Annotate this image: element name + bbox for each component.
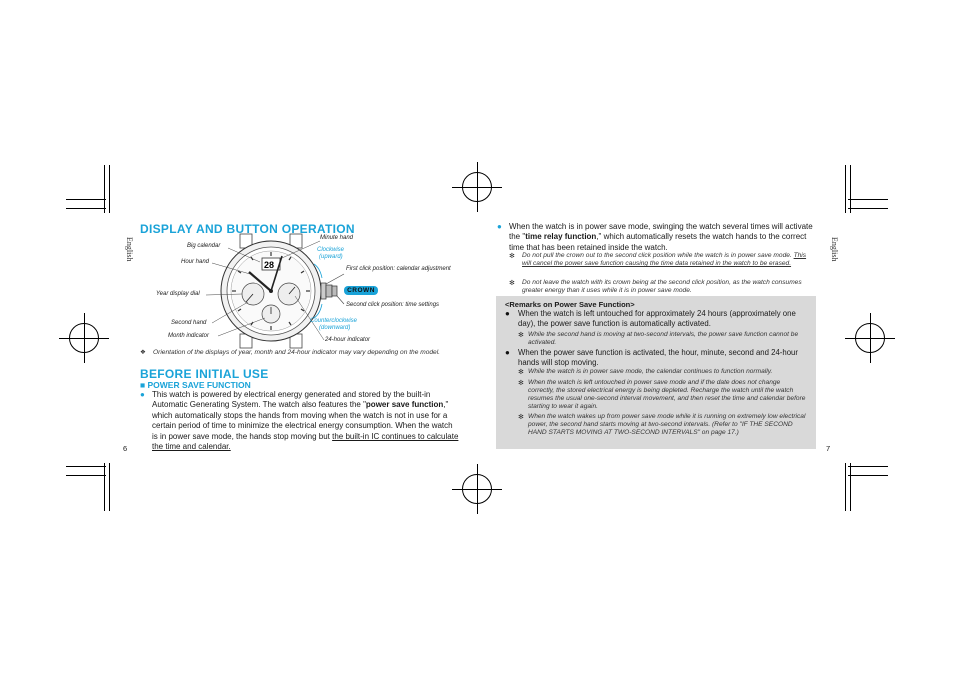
label-hour-hand: Hour hand bbox=[181, 259, 210, 265]
remarks-asterisk-2: ✻ bbox=[518, 369, 524, 376]
orientation-note bbox=[140, 349, 460, 357]
remarks-bullet-2: ● bbox=[505, 348, 510, 357]
crown-warning-text: Do not pull the crown out to the second click position while the watch is in power save mode. bbox=[522, 252, 794, 259]
note-text: Orientation of the displays of year, month and 24-hour indicator may vary depending on the model. bbox=[153, 349, 440, 356]
label-clockwise-text: Clockwise bbox=[317, 247, 345, 253]
label-month-indicator: Month indicator bbox=[168, 333, 210, 339]
para-bold-power-save: power save function bbox=[365, 400, 444, 410]
remark-2: When the power save function is activated, the hour, minute, second and 24-hour hands will stop moving. bbox=[518, 348, 798, 368]
label-first-click: First click position: calendar adjustment bbox=[346, 266, 451, 272]
time-relay-paragraph bbox=[509, 222, 816, 253]
crown-warning-underline: This will cancel the power save function causing the time data retained in the watch to be erased. bbox=[522, 252, 807, 267]
crown-badge bbox=[344, 286, 378, 295]
section-heading-display: DISPLAY AND BUTTON OPERATION bbox=[140, 222, 355, 236]
remark-1-note: While the second hand is moving at two-second intervals, the power save function cannot be activated. bbox=[528, 331, 799, 346]
remarks-asterisk-1: ✻ bbox=[518, 332, 524, 339]
page-number-right: 7 bbox=[826, 444, 831, 453]
label-minute-hand: Minute hand bbox=[320, 235, 354, 241]
relay-text-1: When the watch is in power save mode, swinging the watch several times will activate the " bbox=[509, 222, 813, 242]
label-second-hand: Second hand bbox=[171, 320, 207, 326]
remark-2-note-1: While the watch is in power save mode, the calendar continues to function normally. bbox=[528, 368, 773, 375]
watch-diagram bbox=[150, 232, 470, 350]
label-upward-text: (upward) bbox=[319, 254, 343, 260]
side-label-left: English bbox=[125, 237, 134, 262]
remarks-asterisk-3: ✻ bbox=[518, 380, 524, 387]
crown-warning-note bbox=[522, 252, 816, 268]
svg-text:28: 28 bbox=[264, 260, 275, 270]
sub-heading-power-save: ■ POWER SAVE FUNCTION bbox=[140, 380, 251, 390]
side-label-right: English bbox=[830, 237, 839, 262]
remark-2-note-2: When the watch is left untouched in power save mode and if the date does not change correctly, the stored electrical energy is being depleted. Recharge the watch until the watch resumes the usual one-second interval movement, and then reset the time and calendar before starting to wear it again. bbox=[528, 379, 806, 410]
label-counterclockwise bbox=[310, 318, 357, 332]
remarks-title: <Remarks on Power Save Function> bbox=[505, 300, 635, 309]
crown-energy-note: Do not leave the watch with its crown being at the second click position, as the watch consumes greater energy than it uses while it is in power save mode. bbox=[522, 279, 802, 294]
power-save-paragraph bbox=[152, 390, 459, 452]
para-text-1: This watch is powered by electrical energy generated and stored by the built-in Automatic Generating System. The watch also features the " bbox=[152, 390, 431, 410]
remark-2-note-3: When the watch wakes up from power save mode while it is running on extremely low electrical power, the second hand starts moving at two-second intervals. (Refer to "IF THE SECOND HAND STARTS MOVING AT TWO-SECOND INTERVALS" on page 17.) bbox=[528, 413, 806, 436]
bullet-left-1: ● bbox=[140, 390, 145, 399]
bullet-right-1: ● bbox=[497, 222, 502, 231]
remarks-box bbox=[496, 296, 816, 449]
label-24-hour-indicator: 24-hour indicator bbox=[325, 337, 371, 343]
para-underline-ic: the built-in IC continues to calculate the time and calendar. bbox=[152, 431, 459, 452]
label-big-calendar: Big calendar bbox=[187, 243, 221, 249]
label-counterclockwise-text: Counterclockwise bbox=[310, 318, 358, 324]
label-clockwise bbox=[317, 247, 344, 261]
relay-text-2: ," which automatically resets the watch hands to the correct time that has been retained inside the watch. bbox=[509, 232, 807, 252]
page-number-left: 6 bbox=[123, 444, 128, 453]
crown-badge-label: CROWN bbox=[347, 287, 375, 294]
relay-bold: time relay function bbox=[525, 232, 597, 242]
label-downward-text: (downward) bbox=[319, 325, 351, 331]
asterisk-1: ✻ bbox=[509, 253, 515, 260]
note-symbol: ❖ bbox=[140, 349, 146, 356]
section-heading-before-initial-use: BEFORE INITIAL USE bbox=[140, 367, 269, 381]
label-year-display-dial: Year display dial bbox=[156, 291, 200, 297]
remarks-bullet-1: ● bbox=[505, 309, 510, 318]
remark-1: When the watch is left untouched for approximately 24 hours (approximately one day), the power save function is automatically activated. bbox=[518, 309, 796, 329]
para-text-2: ," which automatically stops the hands from moving when the watch is not in use for a certain period of time to minimize the electrical energy consumption. When the watch is in power save mode, the hands stop moving but bbox=[152, 400, 453, 441]
remarks-asterisk-4: ✻ bbox=[518, 414, 524, 421]
asterisk-2: ✻ bbox=[509, 280, 515, 287]
label-second-click: Second click position: time settings bbox=[346, 302, 440, 308]
